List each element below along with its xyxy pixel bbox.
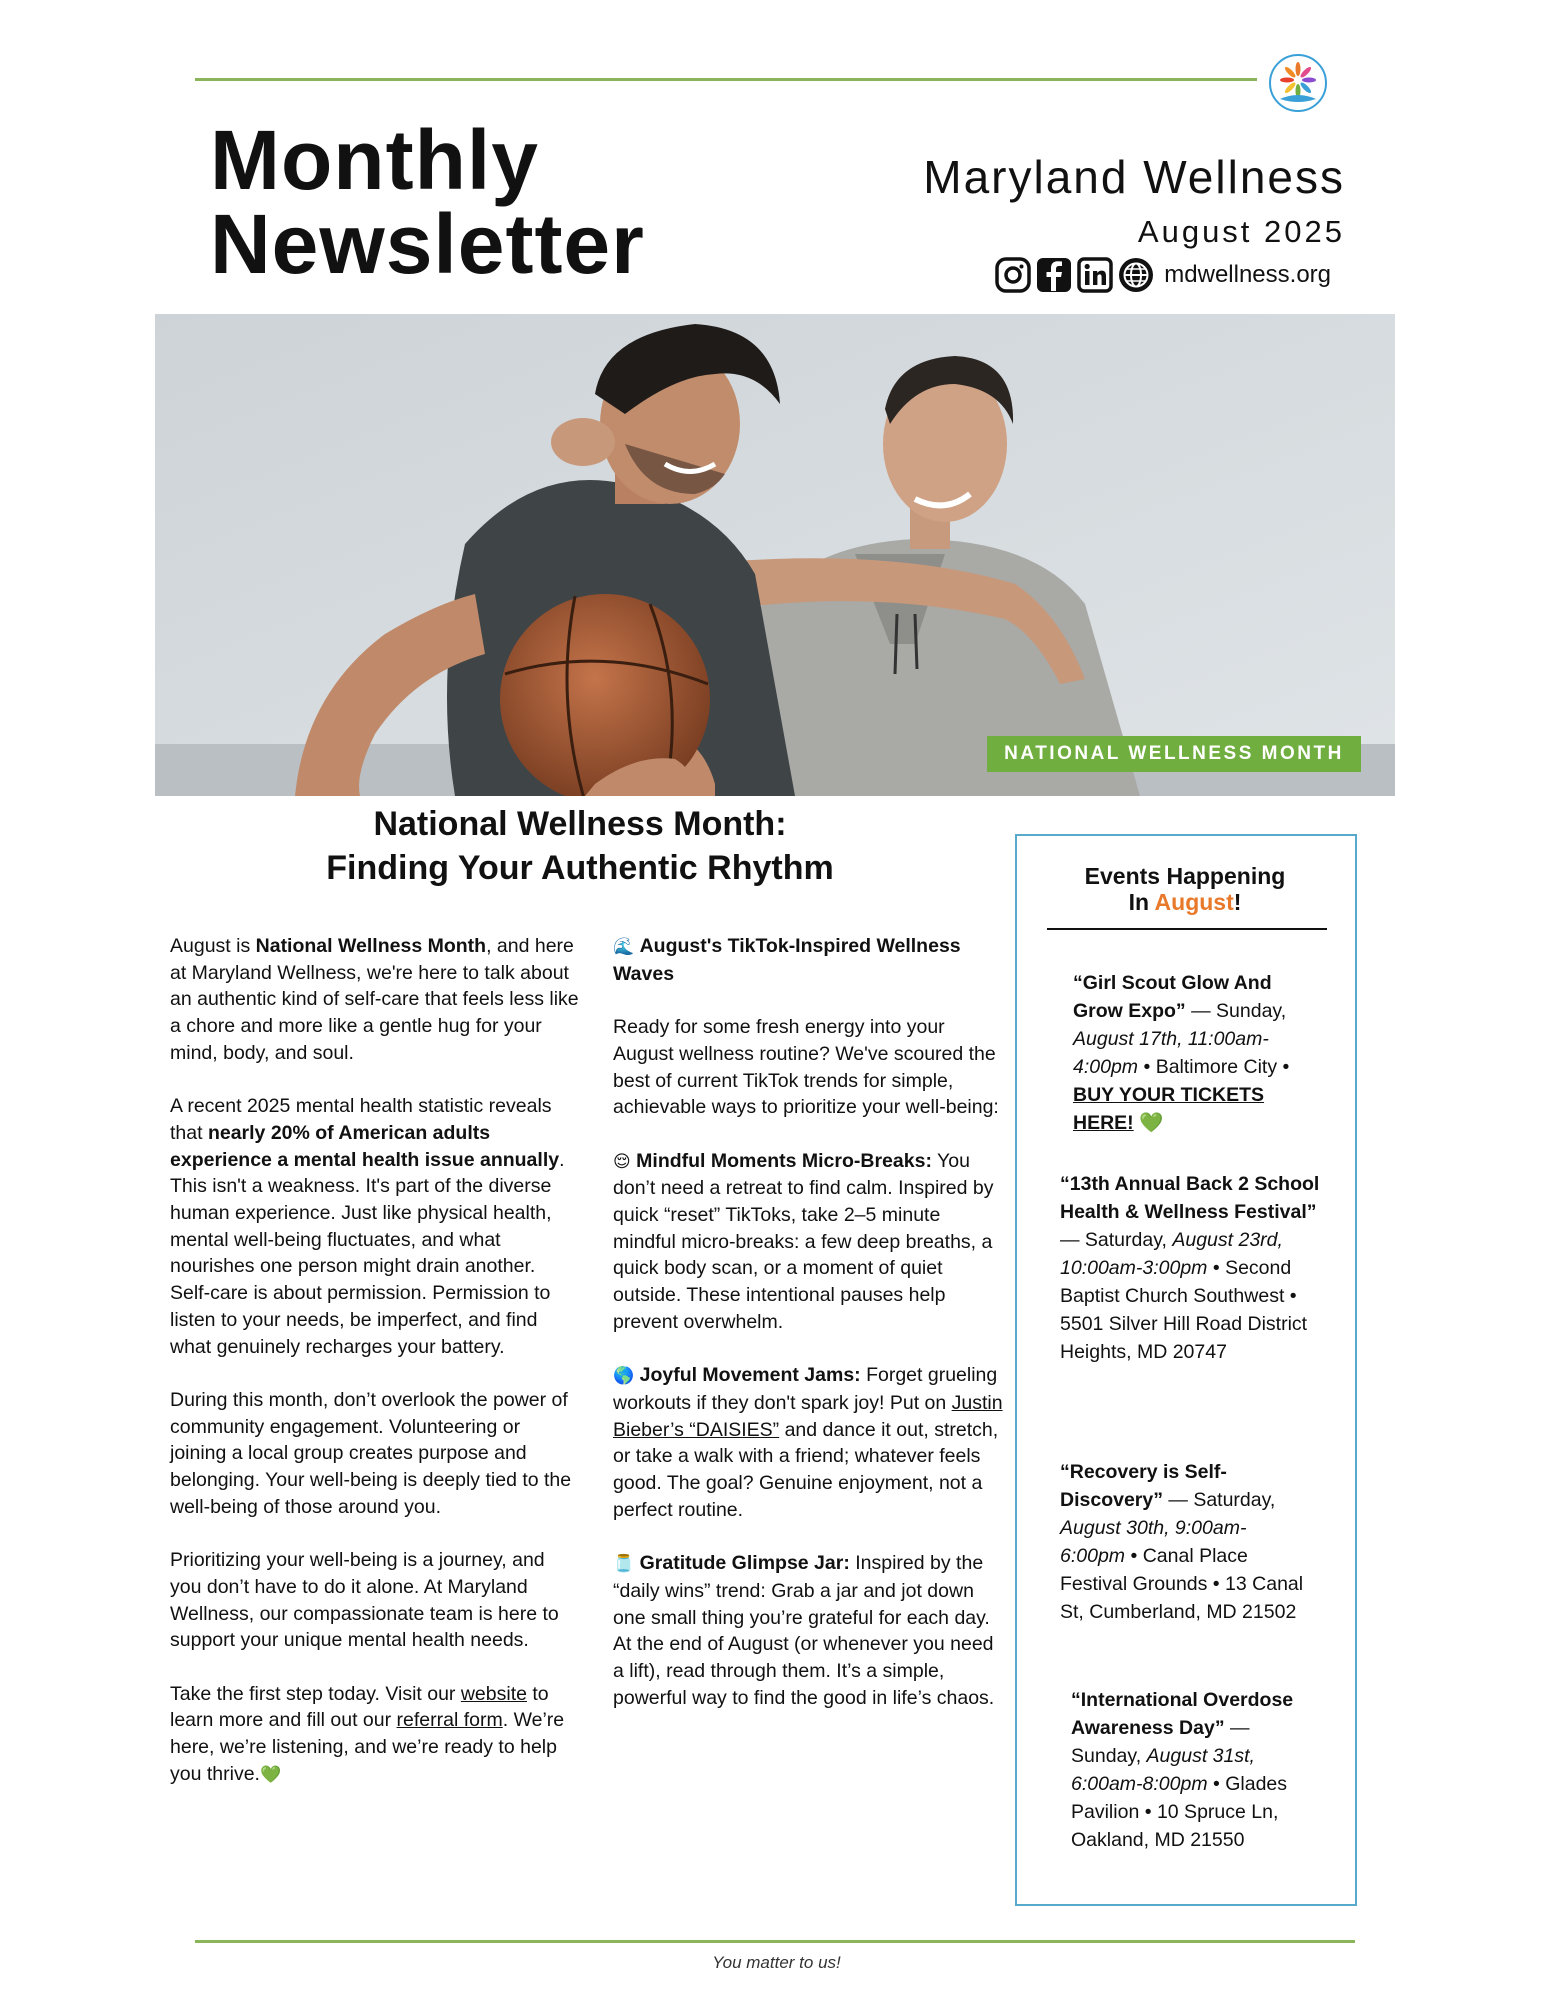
tiktok-intro: Ready for some fresh energy into your August wellness routine? We've scoured the best of current TikTok trends for simple, achievable ways to prioritize your well-being:	[613, 1016, 999, 1119]
top-divider	[195, 78, 1257, 81]
title-line-1: Monthly	[210, 113, 539, 207]
newsletter-title	[210, 113, 645, 291]
hero-badge: NATIONAL WELLNESS MONTH	[987, 736, 1361, 772]
social-links	[994, 256, 1331, 294]
event-item: “International Overdose Awareness Day” — Sunday, August 31st, 6:00am-8:00pm • Glades Pavilion • 10 Spruce Ln, Oakland, MD 21550	[1071, 1689, 1294, 1851]
wave-icon: 🌊	[613, 937, 635, 956]
logo-icon	[1268, 53, 1328, 113]
headline-line-1: National Wellness Month:	[373, 805, 787, 843]
event-item: “Girl Scout Glow And Grow Expo” — Sunday, August 17th, 11:00am-4:00pm • Baltimore City • BUY YOUR TICKETS HERE! 💚	[1073, 972, 1290, 1134]
article-paragraph: August is National Wellness Month, and here at Maryland Wellness, we're here to talk about an authentic kind of self-care that feels less like a chore and more like a gentle hug for your mind, body, and soul.	[170, 935, 579, 1064]
article-headline	[230, 802, 930, 890]
event-item: “Recovery is Self-Discovery” — Saturday, August 30th, 9:00am-6:00pm • Canal Place Festival Grounds • 13 Canal St, Cumberland, MD 21502	[1060, 1461, 1304, 1623]
instagram-icon[interactable]	[994, 256, 1032, 294]
tiktok-tip: 🫙 Gratitude Glimpse Jar: Inspired by the “daily wins” trend: Grab a jar and jot down one small thing you’re grateful for each day. At the end of August (or whenever you need a lift), read through them. It’s a simple, powerful way to find the good in life’s chaos.	[613, 1552, 995, 1709]
globe-icon[interactable]	[1117, 256, 1155, 294]
article-paragraph: Prioritizing your well-being is a journey, and you don’t have to do it alone. At Maryland Wellness, our compassionate team is here to support your unique mental health needs.	[170, 1549, 559, 1652]
green-heart-icon: 💚	[1139, 1112, 1164, 1134]
buy-tickets-link[interactable]: BUY YOUR TICKETS HERE!	[1073, 1084, 1265, 1134]
event-item: “13th Annual Back 2 School Health & Wellness Festival” — Saturday, August 23rd, 10:00am-3:00pm • Second Baptist Church Southwest • 5501 Silver Hill Road District Heights, MD 20747	[1060, 1173, 1320, 1363]
tiktok-heading: 🌊 August's TikTok-Inspired Wellness Waves	[613, 935, 961, 985]
relieved-face-icon: 😌	[613, 1151, 631, 1171]
events-title: Events Happening In August!	[1084, 863, 1286, 915]
tiktok-tip: 😌 Mindful Moments Micro-Breaks: You don’t need a retreat to find calm. Inspired by quick “reset” TikToks, take 2–5 minute mindful micro-breaks: a few deep breaths, a quick body scan, or a moment of quiet outside. These intentional pauses help prevent overwhelm.	[613, 1149, 994, 1333]
tiktok-column	[613, 933, 1008, 1738]
website-link[interactable]: mdwellness.org	[1164, 261, 1331, 288]
referral-form-link[interactable]: referral form	[396, 1709, 503, 1732]
bottom-divider	[195, 1940, 1355, 1943]
hero-photo	[155, 314, 1395, 796]
website-link[interactable]: website	[460, 1682, 527, 1705]
tiktok-tip: 🌎 Joyful Movement Jams: Forget grueling workouts if they don't spark joy! Put on Justin Bieber’s “DAISIES” and dance it out, stretch, or take a walk with a friend; whatever feels good. The goal? Genuine enjoyment, not a perfect routine.	[613, 1364, 1003, 1521]
green-heart-icon: 💚	[259, 1764, 282, 1784]
jar-icon: 🫙	[613, 1554, 635, 1574]
article-paragraph: A recent 2025 mental health statistic reveals that nearly 20% of American adults experience a mental health issue annually. This isn't a weakness. It's part of the diverse human experience. Just like physical health, mental well-being fluctuates, and what nourishes one person might drain another. Self-care is about permission. Permission to listen to your needs, be imperfect, and find what genuinely recharges your battery.	[170, 1095, 565, 1358]
headline-line-2: Finding Your Authentic Rhythm	[326, 849, 834, 887]
org-name: Maryland Wellness	[923, 151, 1345, 203]
linkedin-icon[interactable]	[1076, 256, 1114, 294]
events-divider	[1047, 928, 1327, 930]
footer-tagline: You matter to us!	[712, 1953, 841, 1972]
facebook-icon[interactable]	[1035, 256, 1073, 294]
article-column-left	[170, 933, 580, 1815]
article-paragraph: Take the first step today. Visit our website to learn more and fill out our referral form. We’re here, we’re listening, and we’re ready to help you thrive.💚	[170, 1682, 565, 1785]
title-line-2: Newsletter	[210, 197, 645, 291]
article-paragraph: During this month, don’t overlook the power of community engagement. Volunteering or joining a local group creates purpose and belonging. Your well-being is deeply tied to the well-being of those around you.	[170, 1388, 572, 1518]
globe-emoji-icon: 🌎	[613, 1366, 635, 1386]
issue-date: August 2025	[1137, 214, 1345, 249]
daisies-song-link[interactable]: Justin Bieber’s “DAISIES”	[613, 1391, 1003, 1441]
